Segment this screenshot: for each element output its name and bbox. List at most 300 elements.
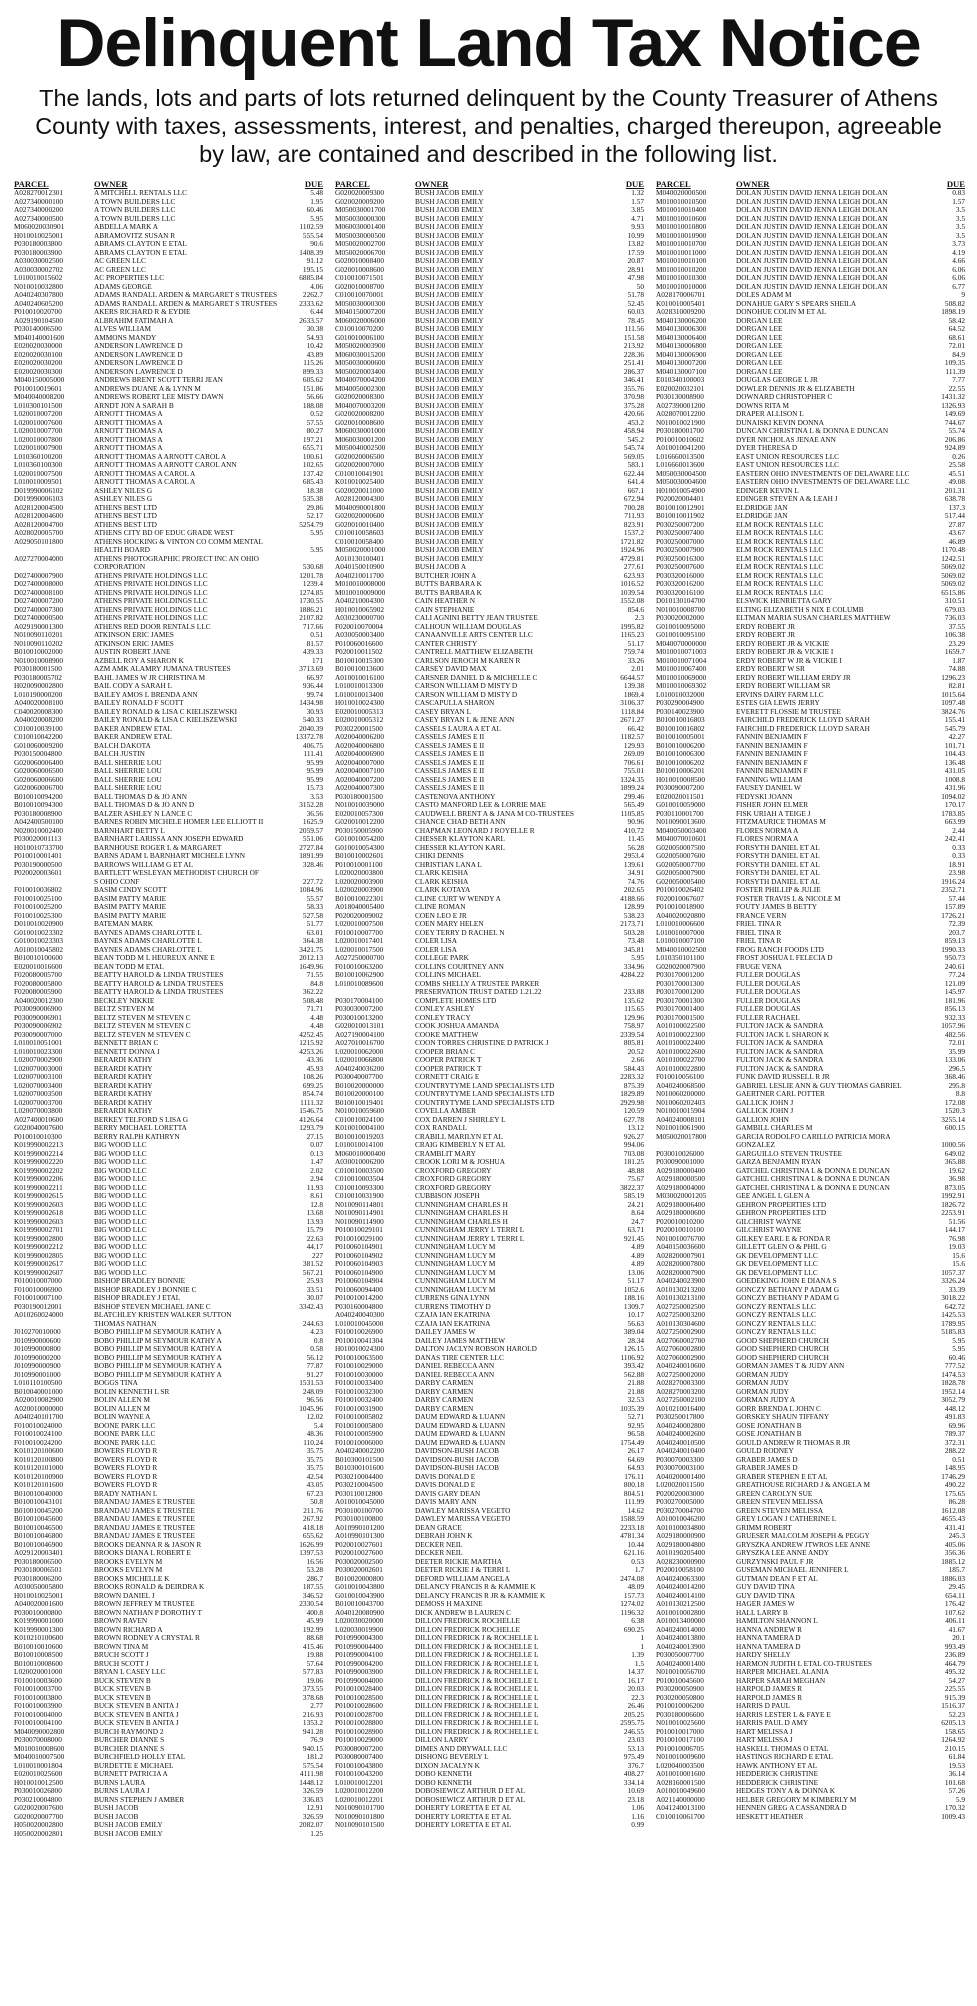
listing-row — [654, 929, 967, 938]
due-cell: 1588.59 — [620, 1515, 644, 1523]
due-cell: 1353.2 — [302, 1719, 323, 1727]
listing-row — [654, 563, 967, 572]
due-cell: 3421.75 — [299, 945, 323, 954]
due-cell: 667.1 — [627, 486, 644, 495]
parcel-cell: A010990101300 — [335, 1532, 385, 1540]
listing-row — [12, 1736, 325, 1745]
listing-row — [333, 1337, 646, 1346]
owner-cell: ARNOTT THOMAS A — [94, 435, 163, 444]
listing-row — [654, 1660, 967, 1669]
listing-row — [12, 555, 325, 564]
listing-row — [654, 784, 967, 793]
owner-cell: DOHERTY LORETTA E ET AL — [415, 1804, 512, 1812]
owner-cell: ELM ROCK RENTALS LLC — [736, 563, 824, 571]
parcel-cell: M010010069302 — [656, 682, 707, 690]
owner-cell: GRIMM ROBERT — [736, 1523, 792, 1532]
listing-row — [12, 1762, 325, 1771]
due-cell: 12.8 — [310, 1200, 323, 1209]
parcel-cell: G020060006400 — [14, 758, 64, 767]
listing-row — [12, 215, 325, 224]
due-cell: 1094.02 — [941, 792, 965, 801]
owner-cell: HASKELL THOMAS O ETAL — [736, 1744, 829, 1753]
due-cell: 18.38 — [306, 486, 323, 495]
parcel-cell: A010010002800 — [656, 1608, 706, 1617]
listing-row — [12, 682, 325, 691]
listing-row — [333, 1133, 646, 1142]
due-cell: 210.15 — [944, 1744, 965, 1753]
listing-row — [333, 1056, 646, 1065]
owner-cell: BUSH JACOB EMILY — [415, 427, 484, 435]
owner-cell: BUSH JACOB EMILY — [415, 197, 484, 206]
owner-cell: DOHERTY LORETTA E ET AL — [415, 1812, 512, 1821]
parcel-cell: M060030001000 — [335, 427, 386, 435]
due-cell: 288.22 — [944, 1447, 965, 1455]
owner-cell: BLATCHLEY KRISTEN WALKER SUTTON — [94, 1311, 232, 1319]
due-cell: 188.16 — [623, 1294, 644, 1302]
parcel-cell: K019990002202 — [14, 1166, 64, 1175]
due-cell: 569.05 — [623, 452, 644, 461]
parcel-cell: P030210004400 — [335, 1472, 383, 1481]
due-cell: 1015.64 — [941, 690, 965, 699]
due-cell: 3824.76 — [941, 707, 965, 716]
parcel-cell: D027400008000 — [14, 580, 64, 588]
listing-row — [654, 470, 967, 479]
due-cell: 202.65 — [623, 886, 644, 894]
due-cell: 126.15 — [623, 1345, 644, 1353]
owner-cell: ATHENS PRIVATE HOLDINGS LLC — [94, 597, 208, 605]
parcel-cell: A030030002702 — [14, 265, 64, 274]
owner-cell: CASSELS JAMES E II — [415, 750, 485, 758]
listing-row — [333, 240, 646, 249]
parcel-cell: C010010039100 — [14, 724, 63, 733]
listing-row — [333, 869, 646, 878]
listing-row — [333, 1566, 646, 1575]
due-cell: 240.61 — [944, 962, 965, 971]
due-cell: 672.94 — [623, 495, 644, 503]
owner-cell: ANDERSON LAWRENCE D — [94, 359, 183, 367]
listing-row — [654, 1209, 967, 1218]
owner-cell: BUCK STEVEN B — [94, 1676, 151, 1685]
due-cell: 1516.37 — [941, 1702, 965, 1710]
parcel-cell: C010010058603 — [335, 529, 384, 537]
parcel-cell: C010010041901 — [335, 469, 384, 478]
owner-cell: DOLAN JUSTIN DAVID JENNA LEIGH DOLAN — [736, 282, 888, 291]
listing-row — [333, 1507, 646, 1516]
due-cell: 1431.32 — [941, 393, 965, 401]
owner-cell: COUNTRYTYME LAND SPECIALISTS LTD — [415, 1098, 555, 1107]
owner-cell: BAYNES ADAMS CHARLOTTE L — [94, 937, 202, 945]
parcel-cell: B010010005001 — [656, 733, 705, 741]
due-cell: 13.06 — [627, 1268, 644, 1277]
due-cell: 33.26 — [627, 656, 644, 665]
parcel-cell: H010010012500 — [14, 1778, 64, 1787]
parcel-cell: B010020000100 — [335, 1090, 384, 1098]
due-cell: 56.28 — [627, 843, 644, 852]
parcel-cell: A010010045000 — [335, 1498, 385, 1506]
due-cell: 211.76 — [303, 1506, 323, 1515]
due-cell: 0.26 — [952, 452, 965, 461]
listing-row — [333, 1320, 646, 1329]
parcel-cell: A029050101800 — [14, 537, 64, 546]
due-cell: 51.77 — [306, 920, 323, 928]
parcel-cell: P030090007000 — [14, 1030, 62, 1039]
due-cell: 2.44 — [952, 826, 965, 835]
listing-row — [333, 1175, 646, 1184]
owner-cell: BRANDAU JAMES E TRUSTEE — [94, 1532, 196, 1540]
parcel-cell: A020040007200 — [335, 775, 385, 784]
listing-row — [333, 954, 646, 963]
parcel-cell: F010010043200 — [335, 1770, 383, 1778]
due-cell: 55.74 — [948, 427, 965, 435]
parcel-cell: F010010026900 — [335, 1328, 383, 1336]
due-cell: 381.52 — [302, 1260, 323, 1268]
due-cell: 777.52 — [944, 1362, 965, 1370]
owner-cell: COOK JOSHUA AMANDA — [415, 1022, 500, 1030]
due-cell: 6.44 — [310, 308, 323, 316]
owner-cell: BOWERS FLOYD R — [94, 1455, 158, 1464]
due-cell: 106.38 — [944, 631, 965, 639]
due-cell: 1097.48 — [941, 699, 965, 707]
parcel-cell: N020010002400 — [14, 826, 64, 835]
due-cell: 100.61 — [302, 452, 323, 461]
listing-row — [12, 767, 325, 776]
owner-cell: ATHENS PRIVATE HOLDINGS LLC — [94, 571, 208, 580]
listing-row — [12, 274, 325, 283]
owner-cell: BENNETT DONNA J — [94, 1047, 160, 1056]
owner-cell: DEAN GRACE — [415, 1523, 462, 1532]
due-cell: 111.56 — [624, 325, 644, 333]
parcel-cell: L010010023300 — [14, 1047, 63, 1056]
owner-cell: DOLAN JUSTIN DAVID JENNA LEIGH DOLAN — [736, 206, 888, 214]
owner-cell: CHAPMAN LEONARD J ROYELLE R — [415, 826, 535, 835]
due-cell: 365.88 — [944, 1158, 965, 1166]
parcel-cell: A040240036200 — [335, 1064, 385, 1073]
listing-row — [333, 1294, 646, 1303]
due-cell: 4655.43 — [941, 1515, 965, 1523]
listing-row — [333, 1532, 646, 1541]
owner-cell: ERVINS DAIRY FARM LLC — [736, 690, 824, 699]
listing-row — [12, 946, 325, 955]
owner-cell: DORGAN LEE — [736, 325, 783, 333]
listing-row — [333, 1745, 646, 1754]
parcel-cell: N010090013600 — [656, 818, 706, 826]
due-cell: 310.51 — [944, 597, 965, 605]
listing-row — [12, 453, 325, 462]
owner-cell: BIG WOOD LLC — [94, 1158, 147, 1166]
owner-cell: BASIM PATTY MARIE — [94, 911, 167, 920]
owner-cell: ERDY ROBERT W JR & VICKIE I — [736, 656, 842, 665]
listing-row — [333, 1813, 646, 1822]
due-cell: 197.21 — [302, 435, 323, 444]
parcel-cell: L020030019900 — [335, 1625, 384, 1634]
parcel-cell: P030080007400 — [335, 1753, 383, 1761]
due-cell: 0.33 — [952, 852, 965, 860]
listing-row — [654, 623, 967, 632]
owner-cell: HARMON JUDITH L ETAL CO-TRUSTEES — [736, 1659, 872, 1668]
listing-row — [333, 733, 646, 742]
owner-cell: COVELLA AMBER — [415, 1107, 477, 1115]
listing-row — [654, 1779, 967, 1788]
parcel-cell: L020010017500 — [335, 945, 384, 954]
parcel-cell: L010360100200 — [14, 452, 63, 461]
owner-cell: CASSELS JAMES E II — [415, 741, 485, 750]
header-parcel: PARCEL — [656, 178, 691, 189]
parcel-cell: G020020008300 — [335, 393, 385, 401]
due-cell: 11.93 — [306, 1183, 323, 1192]
parcel-cell: P030180001500 — [335, 792, 383, 801]
listing-row — [654, 699, 967, 708]
listing-row — [12, 1719, 325, 1728]
parcel-cell: J010990000600 — [14, 1336, 61, 1345]
parcel-cell: K019990002214 — [14, 1149, 64, 1158]
parcel-cell: P010990004000 — [335, 1676, 383, 1685]
due-cell: 107.62 — [944, 1608, 965, 1617]
due-cell: 4.71 — [631, 214, 644, 223]
listing-row — [12, 648, 325, 657]
listing-row — [654, 300, 967, 309]
parcel-cell: B010040001000 — [14, 1387, 63, 1396]
owner-cell: CURRENS GINA LYNN — [415, 1294, 490, 1302]
listing-row — [654, 640, 967, 649]
listing-row — [12, 1626, 325, 1635]
owner-cell: FULTON JACK & SANDRA — [736, 1022, 824, 1030]
parcel-cell: M010010010400 — [656, 206, 707, 214]
due-cell: 400.8 — [306, 1608, 323, 1617]
owner-cell: FANNIN BENJAMIN F — [736, 767, 808, 775]
due-cell: 1.16 — [631, 1812, 644, 1821]
due-cell: 16.17 — [627, 1676, 644, 1685]
owner-cell: BUSH JACOB EMILY — [415, 452, 484, 461]
owner-cell: BALZER ASHLEY N LANCE C — [94, 809, 193, 818]
due-cell: 50.8 — [310, 1498, 323, 1506]
due-cell: 418.18 — [302, 1523, 323, 1532]
parcel-cell: P030070003300 — [656, 1455, 704, 1464]
parcel-cell: F010010024100 — [14, 1430, 62, 1438]
due-cell: 129.96 — [623, 1013, 644, 1022]
owner-cell: EASTERN OHIO INVESTMENTS OF DELAWARE LLC — [736, 469, 910, 478]
owner-cell: A TOWN BUILDERS LLC — [94, 206, 176, 214]
parcel-cell: P030090006902 — [14, 1022, 62, 1030]
due-cell: 0.8 — [313, 1336, 323, 1345]
owner-cell: DILLON FREDRICK J & ROCHELLE L — [415, 1693, 539, 1702]
listing-row — [12, 810, 325, 819]
owner-cell: COUNTRYTYME LAND SPECIALISTS LTD — [415, 1081, 555, 1090]
parcel-cell: M010010010100 — [656, 257, 707, 265]
parcel-cell: P010010026402 — [656, 886, 704, 894]
parcel-cell: P010010001401 — [14, 852, 62, 860]
owner-cell: FUNK DAVID RUSSELL R JR — [736, 1073, 830, 1081]
parcel-cell: P010060104902 — [335, 1251, 383, 1260]
owner-cell: ALBRAHIM FATIMAH A — [94, 316, 174, 325]
owner-cell: BISHOP BRADLEY J ETAL — [94, 1294, 181, 1302]
listing-row — [654, 1796, 967, 1805]
owner-cell: ERDY ROBERT WILLIAM ERDY JR — [736, 673, 851, 682]
owner-cell: GATCHEL CHRISTINA L & DONNA E DUNCAN — [736, 1175, 890, 1183]
parcel-cell: N010010008700 — [656, 605, 706, 614]
parcel-cell: B010010012901 — [656, 503, 705, 512]
parcel-cell: M040070003200 — [335, 401, 386, 410]
listing-row — [12, 1005, 325, 1014]
due-cell: 706.61 — [623, 758, 644, 767]
owner-cell: GALLICK JOHN J — [736, 1107, 794, 1115]
due-cell: 2.02 — [310, 1166, 323, 1175]
owner-cell: BUSH JACOB EMILY — [415, 410, 484, 418]
owner-cell: ANDREWS DUANE A & LYNN M — [94, 384, 201, 393]
listing-row — [12, 1031, 325, 1040]
listing-row — [12, 1243, 325, 1252]
due-cell: 137.42 — [302, 469, 323, 478]
listing-row — [333, 1422, 646, 1431]
owner-cell: BEATTY HAROLD & LINDA TRUSTEES — [94, 988, 224, 996]
due-cell: 1106.92 — [620, 1353, 644, 1362]
due-cell: 21.88 — [627, 1379, 644, 1387]
listing-row — [654, 325, 967, 334]
owner-cell: ATHENS PHOTOGRAPHIC PROJECT INC AN OHIO — [94, 554, 259, 563]
due-cell: 216.93 — [302, 1710, 323, 1719]
parcel-cell: P010060016600 — [335, 639, 383, 648]
owner-cell: BIG WOOD LLC — [94, 1149, 147, 1158]
owner-cell: DOLAN JUSTIN DAVID JENNA LEIGH DOLAN — [736, 274, 888, 282]
due-cell: 1659.7 — [944, 648, 965, 656]
listing-row — [333, 1821, 646, 1830]
due-cell: 242.41 — [944, 835, 965, 843]
due-cell: 233.88 — [623, 988, 644, 996]
parcel-cell: B010010016803 — [656, 716, 705, 724]
listing-row — [12, 1354, 325, 1363]
due-cell: 1165.23 — [620, 631, 644, 639]
due-cell: 55.57 — [306, 894, 323, 903]
listing-row — [654, 1235, 967, 1244]
listing-row — [333, 1328, 646, 1337]
owner-cell: EVERETT FLOSSIE M TRUSTEE — [736, 707, 841, 716]
due-cell: 63.71 — [627, 1226, 644, 1234]
listing-row — [333, 317, 646, 326]
parcel-cell: P030140023900 — [656, 707, 704, 716]
due-cell: 23.18 — [627, 1795, 644, 1804]
due-cell: 170.17 — [944, 801, 965, 809]
listing-row — [333, 861, 646, 870]
owner-cell: BOBO PHILLIP M SEYMOUR KATHY A — [94, 1336, 222, 1345]
owner-cell: FULLER DOUGLAS — [736, 988, 801, 996]
owner-cell: DAWLEY MARISSA VEGETO — [415, 1506, 511, 1515]
due-cell: 2.01 — [631, 665, 644, 673]
listing-row — [333, 1311, 646, 1320]
owner-cell: BURDETTE E MICHAEL — [94, 1761, 174, 1770]
owner-cell: DRAPER ALLISON L — [736, 410, 804, 418]
owner-cell: ANDREWS ROBERT LEE MISTY DAWN — [94, 393, 224, 401]
due-cell: 346.41 — [623, 376, 644, 384]
listing-row — [654, 1813, 967, 1822]
owner-cell: BUSH JACOB EMILY — [415, 469, 484, 478]
listing-row — [333, 648, 646, 657]
parcel-cell: A010100022600 — [656, 1047, 706, 1056]
due-cell: 1239.4 — [302, 580, 323, 588]
owner-cell: BUTCHER JOHN A — [415, 571, 477, 580]
due-cell: 1057.37 — [941, 1268, 965, 1277]
parcel-cell: M050030001700 — [335, 206, 386, 214]
owner-cell: ARNOTT THOMAS A ARNOTT CAROL ANN — [94, 461, 237, 469]
due-cell: 950.73 — [944, 954, 965, 962]
owner-cell: DOUGLAS GEORGE L JR — [736, 376, 818, 384]
owner-cell: BROOKS DIANA L ROBERT E — [94, 1549, 191, 1557]
due-cell — [284, 1311, 325, 1320]
due-cell: 622.44 — [623, 469, 644, 478]
due-cell: 926.27 — [623, 1132, 644, 1141]
owner-cell: ARNDT JON A SARAH B — [94, 401, 174, 410]
parcel-cell: B010010094300 — [14, 801, 63, 809]
due-cell: 19.53 — [948, 1761, 965, 1770]
listing-row — [12, 393, 325, 402]
owner-cell: BISHOP STEVEN MICHAEL JANE C — [94, 1302, 211, 1311]
parcel-cell: G020050007500 — [656, 843, 706, 852]
listing-row — [333, 274, 646, 283]
parcel-cell: P030270004700 — [656, 1506, 704, 1515]
owner-cell: COON TORRES CHRISTINE D PATRICK J — [415, 1039, 549, 1047]
owner-cell: DAVIS MARY ANN — [415, 1498, 477, 1506]
listing-row — [654, 1524, 967, 1533]
listing-row — [333, 504, 646, 513]
due-cell: 73.48 — [627, 937, 644, 945]
listing-row — [12, 1796, 325, 1805]
due-cell: 61.84 — [948, 1753, 965, 1761]
parcel-cell: G020020009200 — [335, 197, 385, 206]
owner-cell: BUSH JACOB — [94, 1812, 139, 1821]
parcel-cell: P030250007400 — [656, 529, 704, 537]
due-cell: 45.51 — [948, 469, 965, 478]
listing-row — [333, 206, 646, 215]
owner-cell: BUTTS BARBARA K — [415, 580, 482, 588]
owner-cell: COX DARREN J SHIRLEY L — [415, 1115, 506, 1124]
parcel-cell: P010010029101 — [335, 1226, 383, 1234]
parcel-cell: E020010005313 — [335, 707, 384, 716]
owner-cell: GONCZY BETHANY P ADAM G — [736, 1285, 839, 1294]
due-cell: 4.66 — [952, 257, 965, 265]
listing-row — [654, 232, 967, 241]
listing-row — [333, 555, 646, 564]
listing-row — [654, 1311, 967, 1320]
owner-cell: CUNNINGHAM JERRY L TERRI L — [415, 1234, 525, 1243]
parcel-cell — [654, 1141, 734, 1150]
parcel-cell: P030040007700 — [335, 1073, 383, 1081]
owner-cell: GORMAN JUDY — [736, 1370, 789, 1379]
due-cell: 175.65 — [944, 1489, 965, 1498]
listing-row — [12, 1413, 325, 1422]
due-cell: 453.2 — [627, 418, 644, 427]
owner-cell: AKERS RICHARD R & EYDIE — [94, 308, 191, 316]
listing-row — [12, 529, 325, 538]
listing-row — [654, 1048, 967, 1057]
parcel-cell: P010010028600 — [335, 1702, 383, 1710]
listing-row — [12, 733, 325, 742]
parcel-cell: B010010062900 — [335, 971, 384, 979]
due-cell: 5185.83 — [941, 1328, 965, 1336]
parcel-cell: M030020001205 — [656, 1192, 707, 1200]
listing-row — [333, 1711, 646, 1720]
parcel-cell: L020070003100 — [14, 1073, 63, 1081]
owner-cell: DAWLEY MARISSA VEGETO — [415, 1515, 511, 1523]
listing-row — [12, 1124, 325, 1133]
listing-row — [333, 1362, 646, 1371]
due-cell: 4253.26 — [299, 1047, 323, 1056]
parcel-cell: E020020011501 — [656, 792, 704, 801]
owner-cell: CLINE CURT W WENDY A — [415, 894, 501, 903]
listing-row — [12, 1099, 325, 1108]
due-cell: 649.02 — [944, 1149, 965, 1158]
listing-row — [654, 249, 967, 258]
due-cell: 20.87 — [627, 257, 644, 265]
parcel-cell: K019990002618 — [14, 1209, 64, 1217]
listing-row — [12, 1643, 325, 1652]
